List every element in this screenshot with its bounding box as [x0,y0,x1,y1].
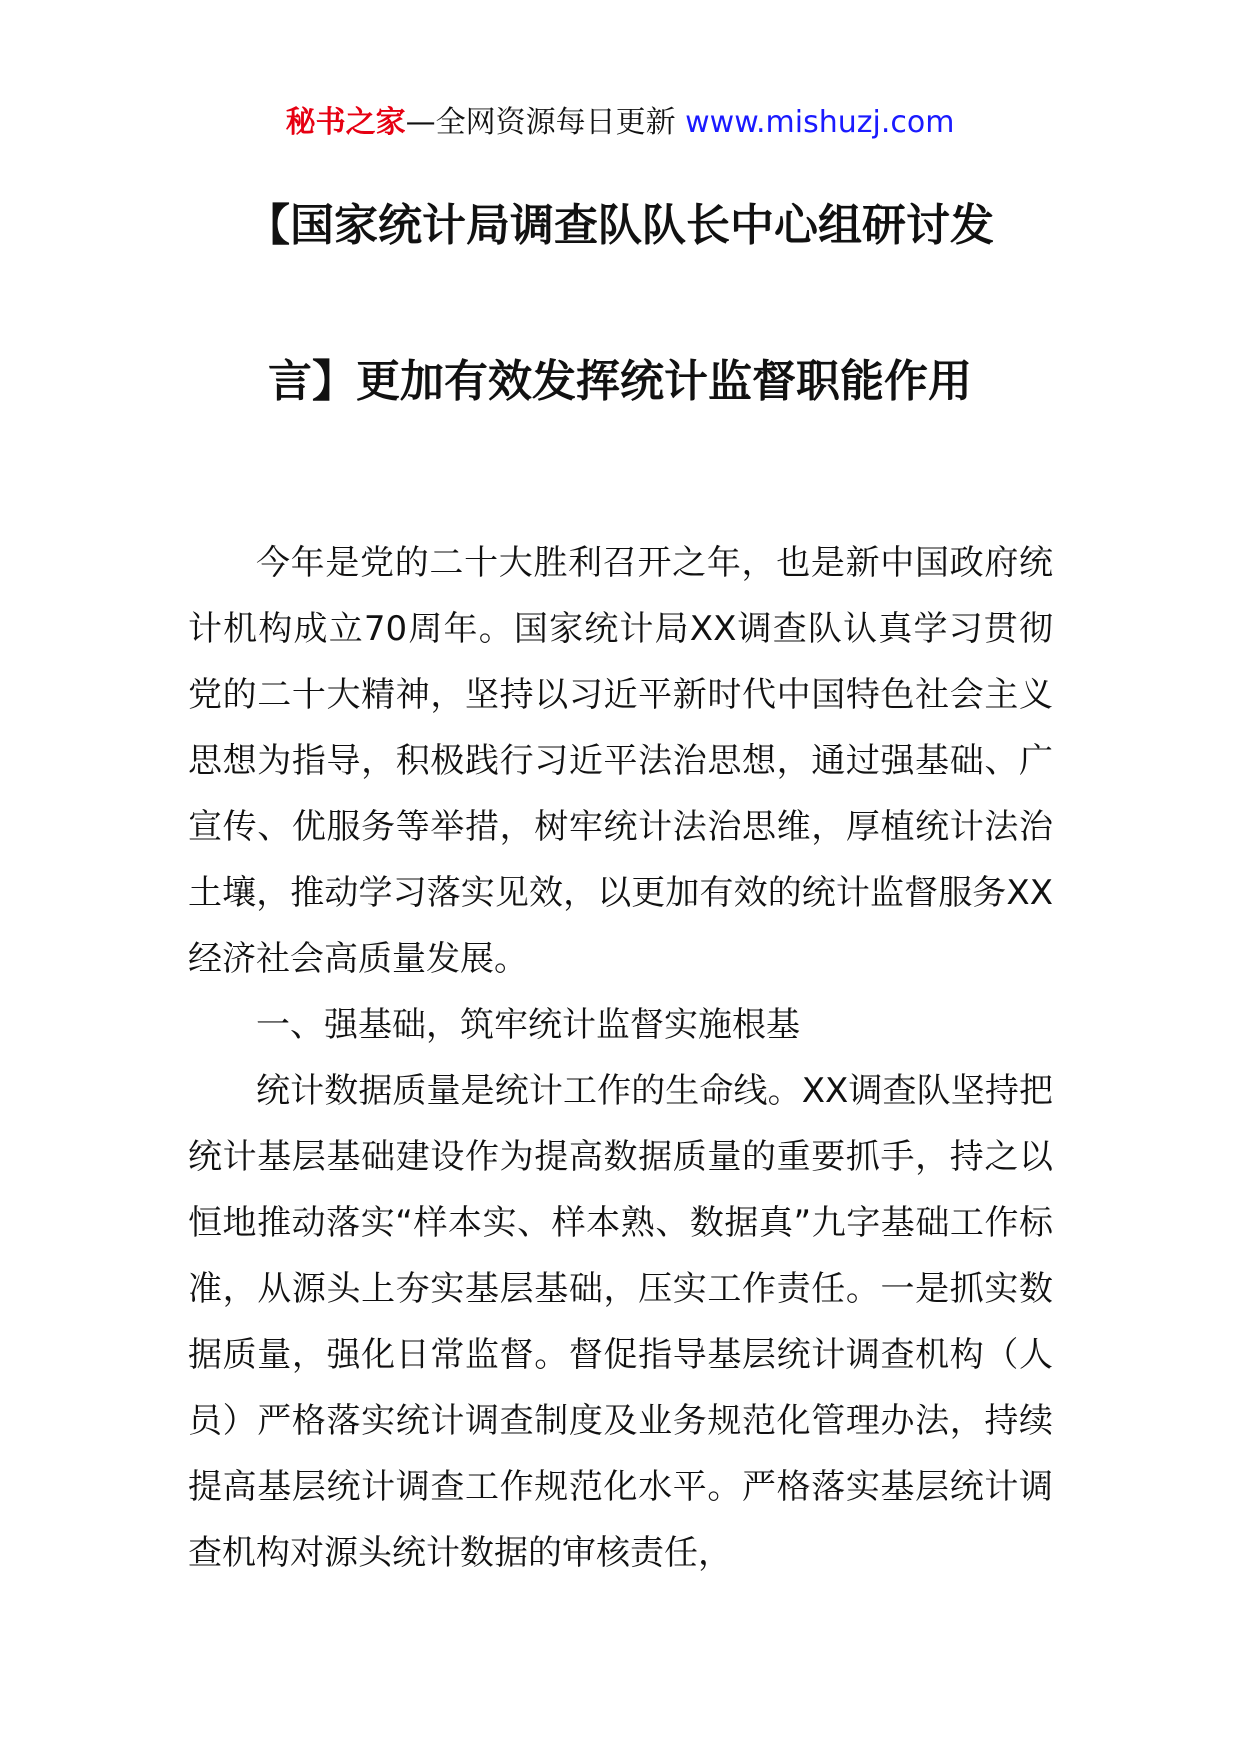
body-paragraph-section-1: 统计数据质量是统计工作的生命线。XX调查队坚持把统计基层基础建设作为提高数据质量的重要抓手，持之以恒地推动落实“样本实、样本熟、数据真”九字基础工作标准，从源头上夯实基层基础，压实工作责任。一是抓实数据质量，强化日常监督。督促指导基层统计调查机构（人员）严格落实统计调查制度及业务规范化管理办法，持续提高基层统计调查工作规范化水平。严格落实基层统计调查机构对源头统计数据的审核责任， [188,1071,1053,1573]
body-paragraph-intro: 今年是党的二十大胜利召开之年，也是新中国政府统计机构成立70周年。国家统计局XX调查队认真学习贯彻党的二十大精神，坚持以习近平新时代中国特色社会主义思想为指导，积极践行习近平法治思想，通过强基础、广宣传、优服务等举措，树牢统计法治思维，厚植统计法治土壤，推动学习落实见效，以更加有效的统计监督服务XX经济社会高质量发展。 [188,543,1053,979]
document-body [188,530,1053,1586]
site-url-link[interactable]: www.mishuzj.com [685,105,955,140]
site-header [0,103,1240,143]
document-title-line-1: 【国家统计局调查队队长中心组研讨发 [246,200,994,251]
header-slogan: —全网资源每日更新 [405,105,686,140]
document-title-line-2: 言】更加有效发挥统计监督职能作用 [268,356,972,407]
section-heading-1: 一、强基础，筑牢统计监督实施根基 [256,1005,800,1045]
brand-name: 秘书之家 [285,105,406,140]
